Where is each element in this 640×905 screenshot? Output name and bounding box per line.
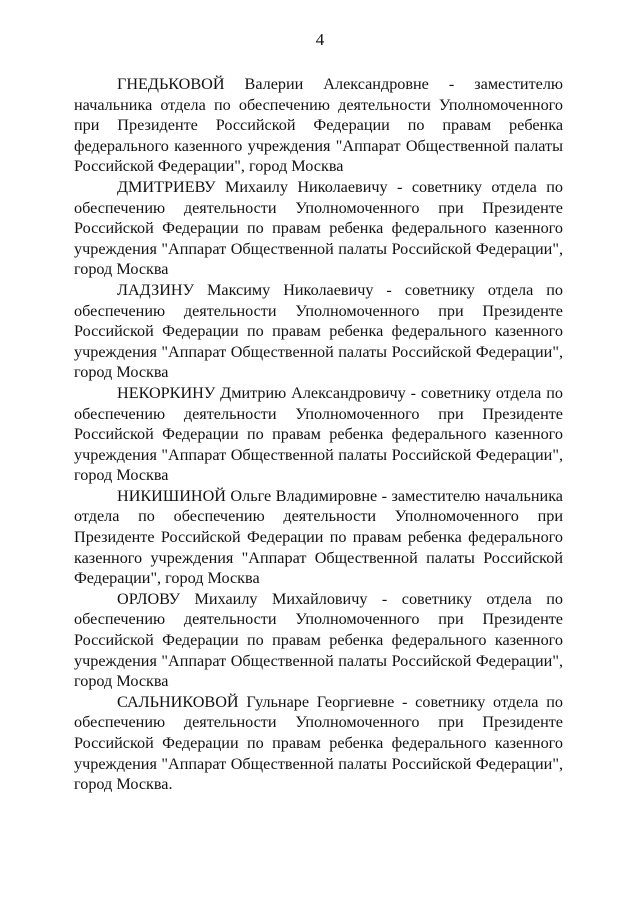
entry-name: ГНЕДЬКОВОЙ Валерии Александровне bbox=[117, 75, 429, 93]
entry-name: ОРЛОВУ Михаилу Михайловичу bbox=[117, 589, 368, 608]
entry-name: НЕКОРКИНУ Дмитрию Александровичу bbox=[117, 383, 406, 402]
entry-description: - советнику отдела по обеспечению деятельности Уполномоченного при Президенте Российской Федерации по правам ребенка федерального казенного учреждения "Аппарат Общественной палаты Российской Федерации", город Москва bbox=[74, 280, 563, 382]
entry-description: - заместителю начальника отдела по обеспечению деятельности Уполномоченного при Президенте Российской Федерации по правам ребенка федерального казенного учреждения "Аппарат Общественной палаты Российской Федерации", город Москва bbox=[74, 486, 563, 588]
entry-name: ЛАДЗИНУ Максиму Николаевичу bbox=[117, 280, 374, 299]
entry-nikishina bbox=[74, 486, 563, 589]
entry-name: САЛЬНИКОВОЙ Гульнаре Георгиевне bbox=[117, 692, 395, 711]
entry-nekorkin bbox=[74, 383, 563, 486]
entry-salnikova bbox=[74, 692, 563, 795]
entry-description: - советнику отдела по обеспечению деятельности Уполномоченного при Президенте Российской Федерации по правам ребенка федерального казенного учреждения "Аппарат Общественной палаты Российской Федерации", город Москва bbox=[74, 589, 564, 691]
entry-description: - советнику отдела по обеспечению деятельности Уполномоченного при Президенте Российской Федерации по правам ребенка федерального казенного учреждения "Аппарат Общественной палаты Российской Федерации", город Москва bbox=[74, 177, 564, 279]
document-body bbox=[74, 74, 563, 795]
entry-gnedkova bbox=[74, 74, 563, 177]
entry-description: - советнику отдела по обеспечению деятельности Уполномоченного при Президенте Российской Федерации по правам ребенка федерального казенного учреждения "Аппарат Общественной палаты Российской Федерации", город Москва bbox=[74, 383, 564, 485]
entry-ladzin bbox=[74, 280, 563, 383]
entry-name: ДМИТРИЕВУ Михаилу Николаевичу bbox=[117, 177, 388, 196]
entry-dmitriev bbox=[74, 177, 563, 280]
entry-name: НИКИШИНОЙ Ольге Владимировне bbox=[117, 486, 378, 505]
entry-description: - советнику отдела по обеспечению деятельности Уполномоченного при Президенте Российской Федерации по правам ребенка федерального казенного учреждения "Аппарат Общественной палаты Российской Федерации", город Москва. bbox=[74, 692, 563, 794]
entry-orlov bbox=[74, 589, 563, 692]
entry-description: - заместителю начальника отдела по обеспечению деятельности Уполномоченного при Президенте Российской Федерации по правам ребенка федерального казенного учреждения "Аппарат Общественной палаты Российской Федерации", город Москва bbox=[74, 75, 563, 176]
page-number: 4 bbox=[315, 30, 325, 49]
